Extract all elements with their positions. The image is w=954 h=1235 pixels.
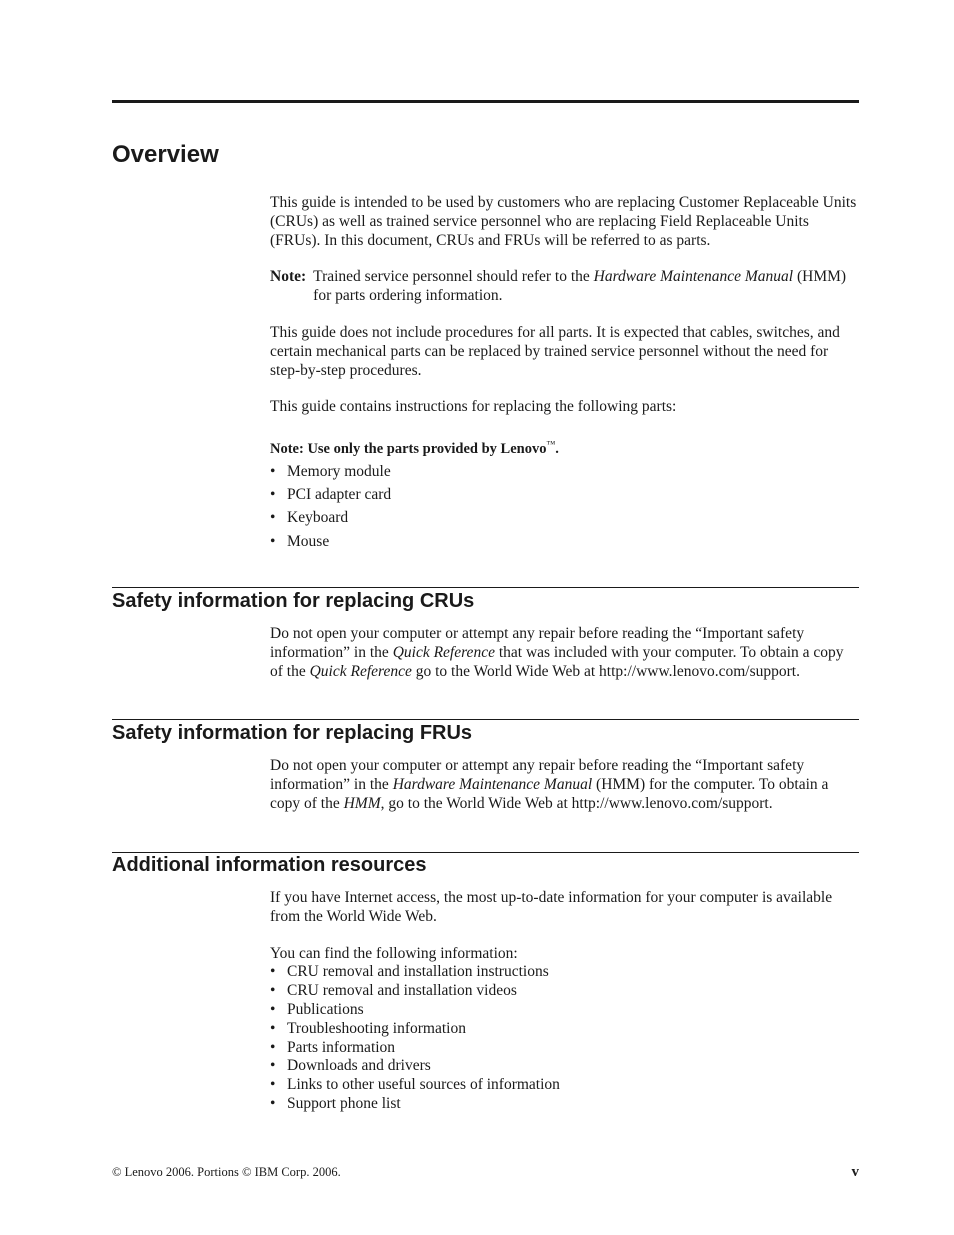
list-item: • Keyboard (270, 509, 860, 528)
list-item: • Memory module (270, 463, 860, 482)
note-label: Note: (270, 268, 307, 286)
overview-heading: Overview (112, 141, 219, 168)
resources-heading: Additional information resources (112, 854, 427, 876)
list-item: • Publications (270, 1001, 860, 1020)
resources-list (270, 963, 860, 1113)
section-rule (112, 852, 859, 853)
copyright-text: © Lenovo 2006. Portions © IBM Corp. 2006. (112, 1165, 341, 1179)
page-footer (112, 1165, 859, 1180)
fru-safety-heading: Safety information for replacing FRUs (112, 722, 473, 744)
cru-safety-body: Do not open your computer or attempt any repair before reading the “Important safety information” in the Quick Reference that was included with your computer. To obtain a copy of the Quick Reference go to the World Wide Web at http://www.lenovo.com/support. (270, 625, 844, 680)
note-lenovo-parts: Note: Use only the parts provided by Lenovo™. (270, 439, 559, 457)
list-item: • Links to other useful sources of information (270, 1076, 860, 1095)
overview-paragraph-3: This guide contains instructions for replacing the following parts: (270, 398, 677, 416)
list-item: • Mouse (270, 533, 860, 552)
note-text: Trained service personnel should refer to the Hardware Maintenance Manual (HMM) for parts ordering information. (313, 268, 847, 305)
resources-paragraph-2: You can find the following information: (270, 944, 518, 962)
fru-safety-body: Do not open your computer or attempt any repair before reading the “Important safety information” in the Hardware Maintenance Manual (HMM) for the computer. To obtain a copy of the HMM, go to the World Wide Web at http://www.lenovo.com/support. (270, 757, 829, 812)
section-rule (112, 587, 859, 588)
overview-paragraph-1: This guide is intended to be used by customers who are replacing Customer Replaceable Units (CRUs) as well as trained service personnel who are replacing Field Replaceable Units (FRUs). In this document, CRUs and FRUs will be referred to as parts. (270, 194, 857, 249)
list-item: • Troubleshooting information (270, 1020, 860, 1039)
list-item: • CRU removal and installation videos (270, 982, 860, 1001)
section-rule (112, 719, 859, 720)
list-item: • Support phone list (270, 1095, 860, 1114)
note-hmm (270, 268, 860, 306)
cru-safety-heading: Safety information for replacing CRUs (112, 590, 475, 612)
list-item: • Downloads and drivers (270, 1057, 860, 1076)
top-rule (112, 100, 859, 103)
list-item: • PCI adapter card (270, 486, 860, 505)
resources-body (270, 889, 860, 1114)
page-number: v (851, 1164, 859, 1180)
parts-list (270, 463, 860, 552)
overview-paragraph-2: This guide does not include procedures for all parts. It is expected that cables, switches, and certain mechanical parts can be replaced by trained service personnel without the need for step-by-step procedures. (270, 323, 840, 379)
list-item: • CRU removal and installation instructions (270, 963, 860, 982)
list-item: • Parts information (270, 1039, 860, 1058)
resources-paragraph-1: If you have Internet access, the most up-to-date information for your computer is available from the World Wide Web. (270, 889, 833, 925)
overview-body (270, 194, 860, 556)
